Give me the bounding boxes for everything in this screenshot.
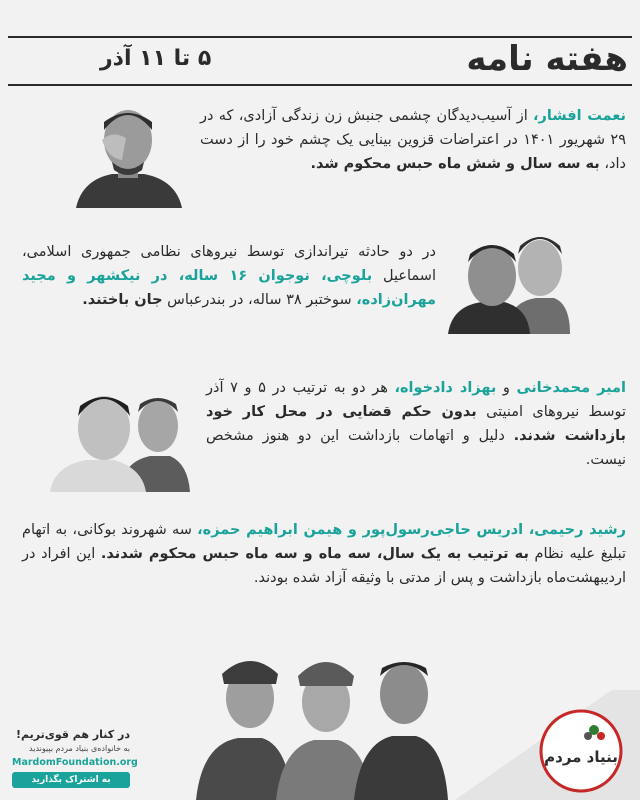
- news-text: سوختبر ۳۸ ساله، در بندرعباس: [162, 292, 357, 308]
- conjunction-text: و: [496, 380, 517, 396]
- news-text: از آسیب‌دیدگان چشمی جنبش زن زندگی آزادی، که در ۲۹ شهریور ۱۴۰۱ در اعتراضات قزوین بینایی یک چشم خود را از دست داد،: [200, 108, 626, 172]
- mardom-foundation-logo: [538, 708, 624, 794]
- person-name: بهزاد دادخواه،: [394, 380, 497, 396]
- news-text: هر دو به ترتیب در ۵ و ۷ آذر توسط نیروهای امنیتی: [206, 380, 626, 420]
- website-link[interactable]: MardomFoundation.org: [12, 757, 138, 768]
- verdict-text: جان باختند.: [82, 292, 163, 308]
- share-button[interactable]: به اشتراک بگذارید: [12, 772, 130, 788]
- person-name: امیر محمدخانی: [516, 380, 626, 396]
- verdict-text: به ترتیب به یک سال، سه ماه و سه ماه حبس محکوم شدند.: [100, 546, 529, 562]
- photo-nemat-afshar: [72, 100, 184, 208]
- news-text: سه شهروند بوکانی، به اتهام تبلیغ علیه نظام: [22, 522, 626, 562]
- news-item-1: [200, 104, 626, 176]
- person-names: رشید رحیمی، ادریس حاجی‌رسول‌پور و هیمن ابراهیم حمزه،: [197, 522, 626, 538]
- verdict-text: به سه سال و شش ماه حبس محکوم شد.: [310, 156, 600, 172]
- news-item-4: [22, 518, 626, 590]
- footer-tagline-block: [12, 728, 138, 788]
- logo-text: بنیاد مردم: [544, 748, 618, 766]
- tagline: در کنار هم قوی‌تریم!: [16, 728, 130, 741]
- news-item-3: [206, 376, 626, 472]
- date-range: ۵ تا ۱۱ آذر: [100, 46, 212, 71]
- news-text: دلیل و اتهامات بازداشت این دو هنوز مشخص نیست.: [206, 428, 626, 468]
- verdict-text: بدون حکم قضایی در محل کار خود بازداشت شدند.: [206, 404, 626, 444]
- join-text: به خانواده‌ی بنیاد مردم بپیوندید: [29, 744, 130, 753]
- photo-amir-behzad: [50, 382, 190, 492]
- photo-victims-pair: [448, 210, 570, 334]
- person-name: نعمت افشار،: [533, 108, 626, 124]
- page-title: هفته نامه: [466, 39, 628, 79]
- news-item-2: [22, 240, 436, 312]
- person-names: بلوچی، نوجوان ۱۶ ساله، در نیکشهر و مجید مهران‌زاده،: [22, 268, 436, 308]
- news-text: این افراد در اردیبهشت‌ماه بازداشت و پس از مدتی با وثیقه آزاد شده بودند.: [22, 546, 626, 586]
- news-text: در دو حادثه تیراندازی توسط نیروهای نظامی جمهوری اسلامی، اسماعیل: [22, 244, 436, 284]
